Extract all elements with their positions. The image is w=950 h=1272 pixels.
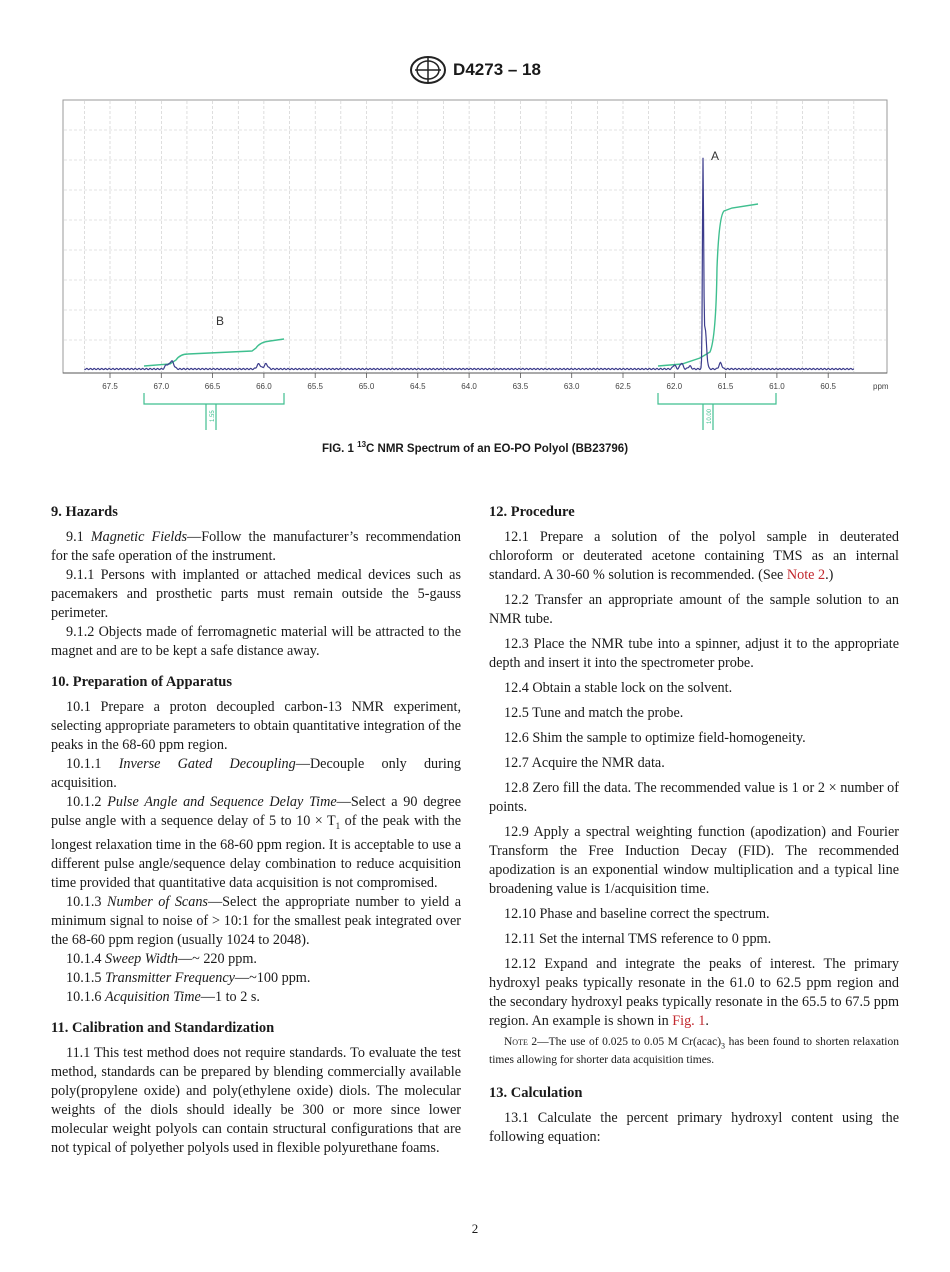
para-12-3: 12.3 Place the NMR tube into a spinner, adjust it to the appropriate depth and insert it into the spectrometer probe. (489, 636, 899, 671)
para-9-1-1: 9.1.1 Persons with implanted or attached medical devices such as pacemakers and prosthetic parts must remain outside the 5-gauss perimeter. (51, 567, 461, 621)
note-2: Note 2—The use of 0.025 to 0.05 M $Cr(acac)_3$ has been found to shorten relaxation times allowing for shorter data acquisition times. (489, 1036, 899, 1067)
para-12-9: 12.9 Apply a spectral weighting function (apodization) and Fourier Transform the Free Induction Decay (FID). The recommended apodization is an exponential window multiplication and a typical line broadening value is 1/acquisition time. (489, 824, 899, 897)
page-number: 2 (471, 1221, 479, 1236)
para-11-1: 11.1 This test method does not require standards. To evaluate the test method, standards can be prepared by blending commercially available poly(propylene oxide) and poly(ethylene oxide) diols. The molecular weights of the diols should ideally be 300 or more since lower molecular weight polyols can contain structural configurations that are not typical of polyether polyols used in flexible polyurethane foams. (51, 1044, 461, 1156)
x-tick-label: 62.5 (615, 382, 631, 391)
para-12-7: 12.7 Acquire the NMR data. (504, 755, 665, 771)
para-12-5: 12.5 Tune and match the probe. (504, 705, 684, 721)
integral-value-a: 10.00 (707, 408, 713, 424)
x-tick-label: 65.0 (358, 382, 375, 391)
x-tick-label: 67.5 (102, 382, 118, 391)
nmr-spectrum-figure (60, 98, 890, 438)
figure-caption: FIG. 1 $^{13}$C NMR Spectrum of an EO-PO Polyol (BB23796) (321, 440, 629, 455)
x-tick-label: 61.0 (769, 382, 785, 391)
para-13-1: 13.1 Calculate the percent primary hydroxyl content using the following equation: (489, 1110, 899, 1146)
astm-logo-icon (409, 55, 447, 85)
note-2-link[interactable]: Note 2 (786, 567, 826, 583)
para-12-8: 12.8 Zero fill the data. The recommended value is 1 or 2 × number of points. (489, 780, 899, 815)
plot-frame (63, 100, 887, 373)
x-tick-label: 65.5 (307, 382, 323, 391)
integral-curve-a (658, 204, 758, 366)
para-12-1: 12.1 Prepare a solution of the polyol sample in deuterated chloroform or deuterated acetone containing TMS as an internal standard. A 30-60 % solution is recommended. (See Note 2.) (489, 529, 899, 583)
section-11-heading: 11. Calibration and Standardization (51, 1019, 275, 1036)
para-10-1-5: 10.1.5 Transmitter Frequency—~100 ppm. (66, 969, 311, 986)
para-10-1-1: 10.1.1 Inverse Gated Decoupling—Decouple only during acquisition. (51, 756, 461, 791)
integral-value-b: 1.55 (210, 410, 216, 422)
x-tick-label: 67.0 (153, 382, 170, 391)
x-tick-label: 66.0 (256, 382, 272, 391)
x-tick-label: 64.0 (461, 382, 477, 391)
para-10-1-3: 10.1.3 Number of Scans—Select the appropriate number to yield a minimum signal to noise of > 10:1 for the smallest peak integrated over the 68-60 ppm region (usually 1024 to 2048). (51, 893, 462, 948)
para-12-11: 12.11 Set the internal TMS reference to 0 ppm. (504, 931, 772, 947)
para-12-2: 12.2 Transfer an appropriate amount of the sample solution to an NMR tube. (489, 592, 899, 627)
x-axis-unit: ppm (873, 382, 889, 391)
para-9-1: 9.1 Magnetic Fields—Follow the manufacturer’s recommendation for the safe operation of the instrument. (51, 529, 461, 564)
peak-label-a: A (711, 149, 720, 163)
para-10-1-2: 10.1.2 Pulse Angle and Sequence Delay Time—Select a 90 degree pulse angle with a sequence delay of 5 to $10 \times T_1$ of the peak with the longest relaxation time in the 68-60 ppm region. It is acceptable to use a different pulse angle/sequence delay combination to reduce acquisition time provided that quantitative data acquisition is not compromised. (51, 794, 462, 891)
para-10-1-6: 10.1.6 Acquisition Time—1 to 2 s. (66, 988, 260, 1005)
para-12-10: 12.10 Phase and baseline correct the spectrum. (504, 906, 770, 922)
para-12-4: 12.4 Obtain a stable lock on the solvent. (504, 680, 733, 696)
x-tick-label: 66.5 (204, 382, 221, 391)
page-header (0, 55, 950, 90)
left-column (51, 503, 461, 1158)
section-9-heading: 9. Hazards (51, 504, 118, 520)
x-tick-label: 64.5 (410, 382, 426, 391)
fig-1-link[interactable]: Fig. 1 (672, 1013, 706, 1029)
plot-grid (64, 101, 886, 372)
para-10-1: 10.1 Prepare a proton decoupled carbon-13 NMR experiment, selecting appropriate parameters to obtain quantitative integration of the peaks in the 68-60 ppm region. (51, 699, 461, 753)
x-tick-label: 63.0 (563, 382, 580, 391)
para-12-6: 12.6 Shim the sample to optimize field-homogeneity. (504, 730, 806, 746)
section-13-heading: 13. Calculation (489, 1085, 583, 1102)
x-tick-label: 60.5 (820, 382, 836, 391)
standard-designation: D4273 – 18 (453, 60, 541, 79)
peak-label-b: B (216, 314, 225, 328)
x-tick-label: 63.5 (512, 382, 529, 391)
para-9-1-2: 9.1.2 Objects made of ferromagnetic material will be attracted to the magnet and are to be kept a safe distance away. (51, 624, 461, 659)
section-10-heading: 10. Preparation of Apparatus (51, 674, 232, 690)
right-column (489, 503, 899, 1147)
x-tick-label: 61.5 (717, 382, 734, 391)
integral-bracket-a (658, 393, 776, 430)
integral-curve-b (144, 339, 284, 366)
para-10-1-4: 10.1.4 Sweep Width—~ 220 ppm. (66, 950, 257, 967)
x-tick-label: 62.0 (666, 382, 683, 391)
x-axis-ticks (102, 373, 836, 391)
para-12-12: 12.12 Expand and integrate the peaks of interest. The primary hydroxyl peaks typically resonate in the 61.0 to 62.5 ppm region and the secondary hydroxyl peaks typically resonate in the 65.5 to 67.5 ppm region. An example is shown in Fig. 1. (489, 956, 899, 1029)
section-12-heading: 12. Procedure (489, 504, 575, 520)
